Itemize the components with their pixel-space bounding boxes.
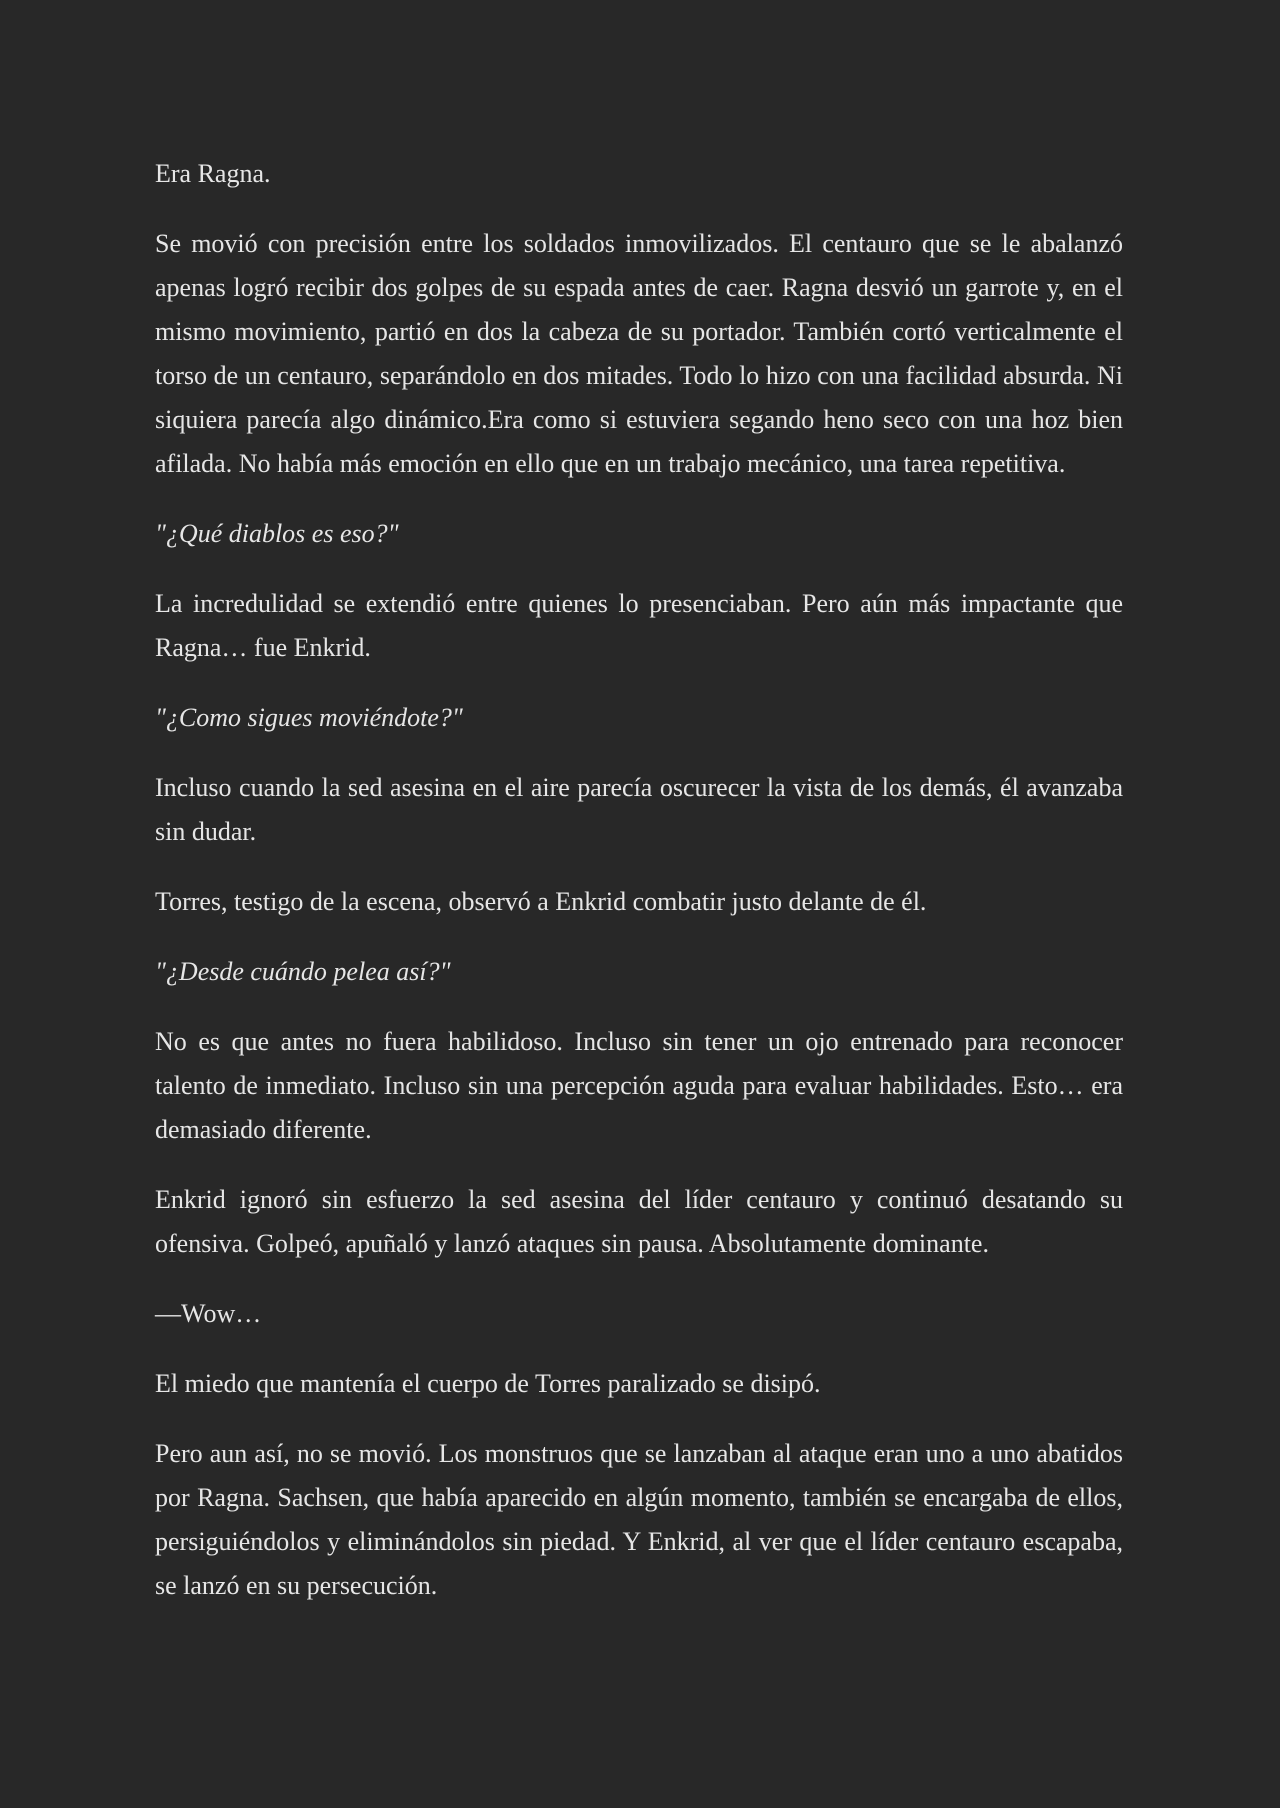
chapter-text <box>155 152 1123 1634</box>
thought-line: "¿Desde cuándo pelea así?" <box>155 957 451 986</box>
paragraph: La incredulidad se extendió entre quienes lo presenciaban. Pero aún más impactante que Ragna… fue Enkrid. <box>155 589 1123 662</box>
paragraph: Torres, testigo de la escena, observó a Enkrid combatir justo delante de él. <box>155 887 927 916</box>
paragraph: Se movió con precisión entre los soldados inmovilizados. El centauro que se le abalanzó apenas logró recibir dos golpes de su espada antes de caer. Ragna desvió un garrote y, en el mismo movimiento, partió en dos la cabeza de su portador. También cortó verticalmente el torso de un centauro, separándolo en dos mitades. Todo lo hizo con una facilidad absurda. Ni siquiera parecía algo dinámico.Era como si estuviera segando heno seco con una hoz bien afilada. No había más emoción en ello que en un trabajo mecánico, una tarea repetitiva. <box>155 229 1123 478</box>
thought-line: "¿Qué diablos es eso?" <box>155 519 399 548</box>
paragraph: Enkrid ignoró sin esfuerzo la sed asesina del líder centauro y continuó desatando su ofensiva. Golpeó, apuñaló y lanzó ataques sin pausa. Absolutamente dominante. <box>155 1185 1123 1258</box>
thought-line: "¿Como sigues moviéndote?" <box>155 703 463 732</box>
paragraph: Pero aun así, no se movió. Los monstruos que se lanzaban al ataque eran uno a uno abatidos por Ragna. Sachsen, que había aparecido en algún momento, también se encargaba de ellos, persiguiéndolos y eliminándolos sin piedad. Y Enkrid, al ver que el líder centauro escapaba, se lanzó en su persecución. <box>155 1439 1123 1600</box>
paragraph: No es que antes no fuera habilidoso. Incluso sin tener un ojo entrenado para reconocer talento de inmediato. Incluso sin una percepción aguda para evaluar habilidades. Esto… era demasiado diferente. <box>155 1027 1123 1144</box>
paragraph: Era Ragna. <box>155 159 271 188</box>
paragraph: Incluso cuando la sed asesina en el aire parecía oscurecer la vista de los demás, él avanzaba sin dudar. <box>155 773 1123 846</box>
dialogue-line: —Wow… <box>155 1299 262 1328</box>
paragraph: El miedo que mantenía el cuerpo de Torres paralizado se disipó. <box>155 1369 821 1398</box>
